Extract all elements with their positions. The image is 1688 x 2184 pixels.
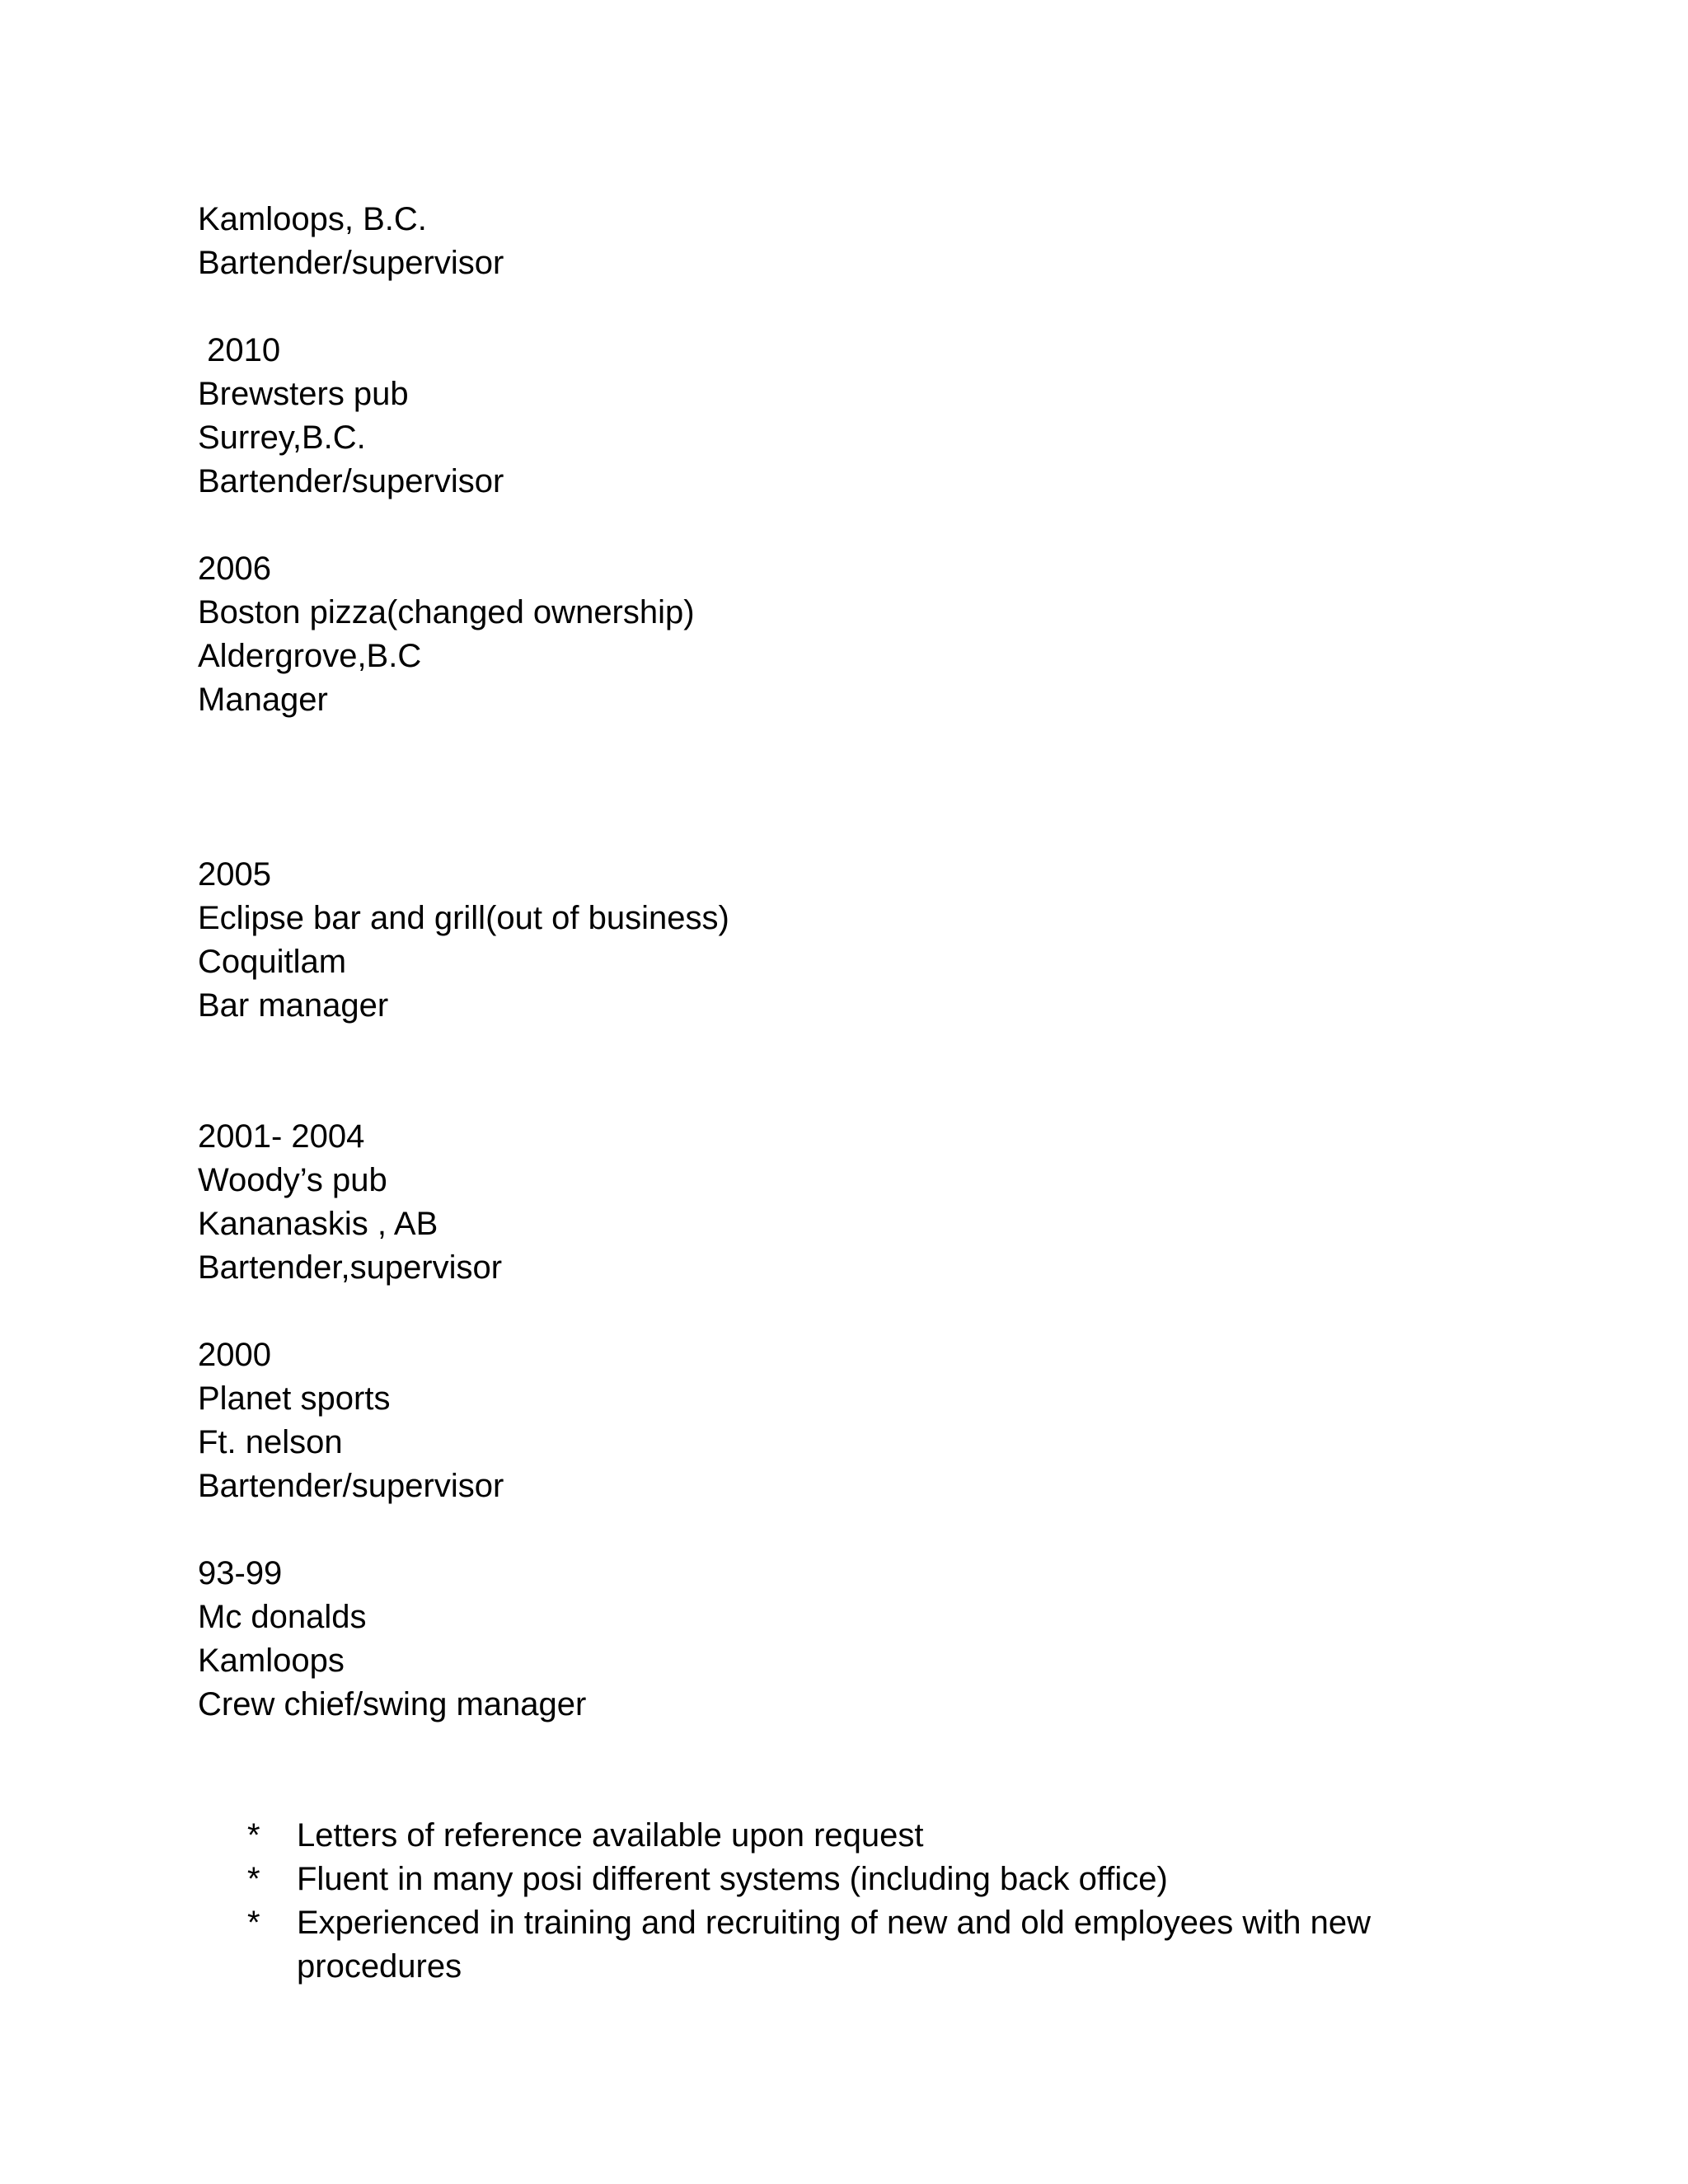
job-entry	[198, 1552, 1484, 1727]
job-location: Coquitlam	[198, 944, 347, 980]
job-employer: Mc donalds	[198, 1599, 367, 1635]
list-item	[198, 1858, 1517, 1901]
job-employer: Woody’s pub	[198, 1162, 387, 1198]
job-location: Surrey,B.C.	[198, 419, 366, 456]
job-entry	[198, 1115, 1484, 1290]
job-role: Bartender/supervisor	[198, 463, 504, 499]
job-role: Crew chief/swing manager	[198, 1686, 587, 1722]
job-location: Kamloops	[198, 1643, 345, 1679]
job-entry	[198, 329, 1484, 504]
job-entry	[198, 547, 1484, 722]
job-year: 2010	[198, 332, 281, 368]
job-role: Bar manager	[198, 987, 389, 1024]
notes-list	[198, 1814, 1484, 1989]
bullet-marker: *	[247, 1905, 260, 1941]
job-year: 2006	[198, 551, 271, 587]
job-year: 2005	[198, 856, 271, 893]
job-location: Kananaskis , AB	[198, 1206, 438, 1242]
job-year: 2001- 2004	[198, 1118, 365, 1155]
bullet-marker: *	[247, 1817, 260, 1854]
job-year: 93-99	[198, 1555, 283, 1591]
job-employer: Eclipse bar and grill(out of business)	[198, 900, 729, 936]
note-text: Experienced in training and recruiting of new and old employees with new procedures	[297, 1905, 1371, 1985]
job-employer: Boston pizza(changed ownership)	[198, 594, 695, 630]
note-text: Letters of reference available upon request	[297, 1817, 924, 1854]
job-role: Bartender/supervisor	[198, 245, 504, 281]
job-year: 2000	[198, 1337, 271, 1373]
job-location: Aldergrove,B.C	[198, 638, 422, 674]
job-employer: Planet sports	[198, 1380, 391, 1417]
resume-content	[198, 198, 1484, 1989]
bullet-marker: *	[247, 1861, 260, 1897]
job-entry-top	[198, 198, 1484, 285]
note-text: Fluent in many posi different systems (including back office)	[297, 1861, 1168, 1897]
job-location: Ft. nelson	[198, 1424, 343, 1460]
job-role: Bartender,supervisor	[198, 1249, 503, 1286]
job-entry	[198, 1333, 1484, 1508]
list-item	[198, 1901, 1517, 1989]
job-employer: Brewsters pub	[198, 376, 409, 412]
job-role: Manager	[198, 682, 328, 718]
list-item	[198, 1814, 1517, 1858]
job-role: Bartender/supervisor	[198, 1468, 504, 1504]
job-entry	[198, 853, 1484, 1028]
job-location: Kamloops, B.C.	[198, 201, 427, 237]
